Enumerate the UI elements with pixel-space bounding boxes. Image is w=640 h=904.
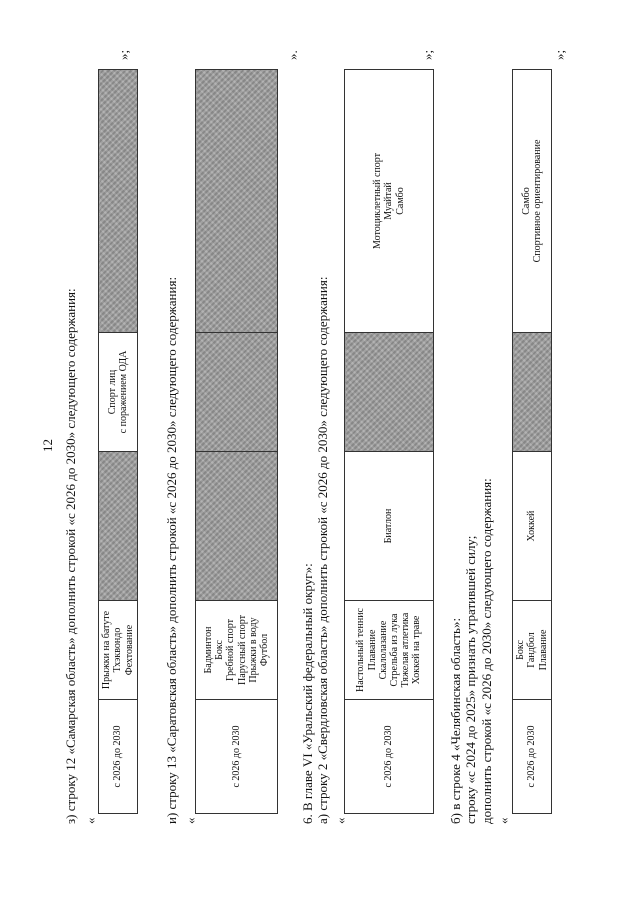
sverdlovsk-open-quote: « — [333, 817, 348, 824]
sverdlovsk-sport: Хоккей на траве — [411, 615, 423, 685]
sverdlovsk-heading: а) строку 2 «Свердловская область» дополнить строкой «с 2026 до 2030» следующего содержания: — [315, 276, 330, 824]
sverdlovsk-close-quote: »; — [420, 49, 435, 60]
saratov-sport: Прыжки в воду — [247, 617, 259, 683]
saratov-redacted-cell — [196, 70, 278, 333]
samara-close-quote: »; — [116, 49, 131, 60]
chelyabinsk-other-sports — [513, 70, 552, 333]
sverdlovsk-other-sport: Самбо — [394, 187, 406, 215]
saratov-sport: Футбол — [258, 633, 270, 667]
sverdlovsk-other-sport: Муайтай — [383, 182, 395, 220]
saratov-sports — [196, 601, 278, 700]
chelyabinsk-sports — [513, 601, 552, 700]
chelyabinsk-sport: Бокс — [515, 640, 527, 660]
sverdlovsk-table — [344, 69, 434, 814]
samara-disabled-sports — [99, 333, 138, 452]
chelyabinsk-other-sport: Спортивное ориентирование — [532, 139, 543, 263]
sverdlovsk-sport: Плавание — [366, 629, 378, 671]
saratov-period: с 2026 до 2030 — [196, 700, 278, 814]
saratov-open-quote: « — [183, 817, 198, 824]
saratov-close-quote: ». — [285, 50, 300, 60]
saratov-redacted-cell — [196, 333, 278, 452]
chelyabinsk-redacted-cell — [513, 333, 552, 452]
samara-period: с 2026 до 2030 — [99, 700, 138, 814]
samara-redacted-cell — [99, 452, 138, 601]
saratov-sport: Гребной спорт — [225, 619, 237, 681]
saratov-redacted-cell — [196, 452, 278, 601]
chelyabinsk-sport: Плавание — [537, 629, 549, 671]
sverdlovsk-sport: Настольный теннис — [355, 608, 367, 692]
saratov-sport: Парусный спорт — [236, 615, 248, 685]
chelyabinsk-sport: Гандбол — [526, 632, 538, 668]
samara-heading: з) строку 12 «Самарская область» дополнить строкой «с 2026 до 2030» следующего содержания: — [63, 288, 78, 824]
sverdlovsk-other-sport: Мотоциклетный спорт — [372, 152, 384, 250]
chelyabinsk-close-quote: »; — [552, 49, 567, 60]
samara-sport: Прыжки на батуте — [101, 610, 113, 690]
sverdlovsk-winter-sport: Биатлон — [345, 452, 434, 601]
chelyabinsk-line3: дополнить строкой «с 2026 до 2030» следующего содержания: — [479, 478, 494, 824]
samara-sport: Тхэквондо — [112, 627, 124, 673]
sverdlovsk-other-sports — [345, 70, 434, 333]
page-number: 12 — [40, 439, 55, 452]
sverdlovsk-sports — [345, 601, 434, 700]
sverdlovsk-period: с 2026 до 2030 — [345, 700, 434, 814]
sverdlovsk-sport: Тяжелая атлетика — [400, 612, 412, 688]
samara-sports — [99, 601, 138, 700]
chelyabinsk-line1: б) в строке 4 «Челябинская область»: — [448, 617, 463, 824]
saratov-heading: и) строку 13 «Саратовская область» дополнить строкой «с 2026 до 2030» следующего содержания: — [164, 276, 179, 824]
samara-open-quote: « — [83, 817, 98, 824]
saratov-sport: Бокс — [214, 640, 226, 660]
chelyabinsk-other-sport: Самбо — [520, 187, 532, 215]
samara-table — [98, 69, 138, 814]
samara-sport: Фехтование — [123, 624, 135, 676]
samara-disabled-sport: Спорт лиц — [106, 369, 118, 415]
saratov-table — [195, 69, 278, 814]
sverdlovsk-sport: Стрельба из лука — [389, 613, 400, 687]
sverdlovsk-sport: Скалолазание — [377, 620, 389, 680]
saratov-sport: Бадминтон — [202, 626, 214, 674]
chelyabinsk-line2: строку «с 2024 до 2025» признать утратившей силу; — [463, 535, 478, 824]
ural-chapter: 6. В главе VI «Уральский федеральный округ»: — [300, 563, 315, 824]
samara-redacted-cell — [99, 70, 138, 333]
chelyabinsk-table — [512, 69, 552, 814]
chelyabinsk-winter-sport: Хоккей — [513, 452, 552, 601]
samara-disabled-sport: с поражением ОДА — [118, 350, 129, 434]
chelyabinsk-open-quote: « — [496, 817, 511, 824]
sverdlovsk-redacted-cell — [345, 333, 434, 452]
chelyabinsk-period: с 2026 до 2030 — [513, 700, 552, 814]
